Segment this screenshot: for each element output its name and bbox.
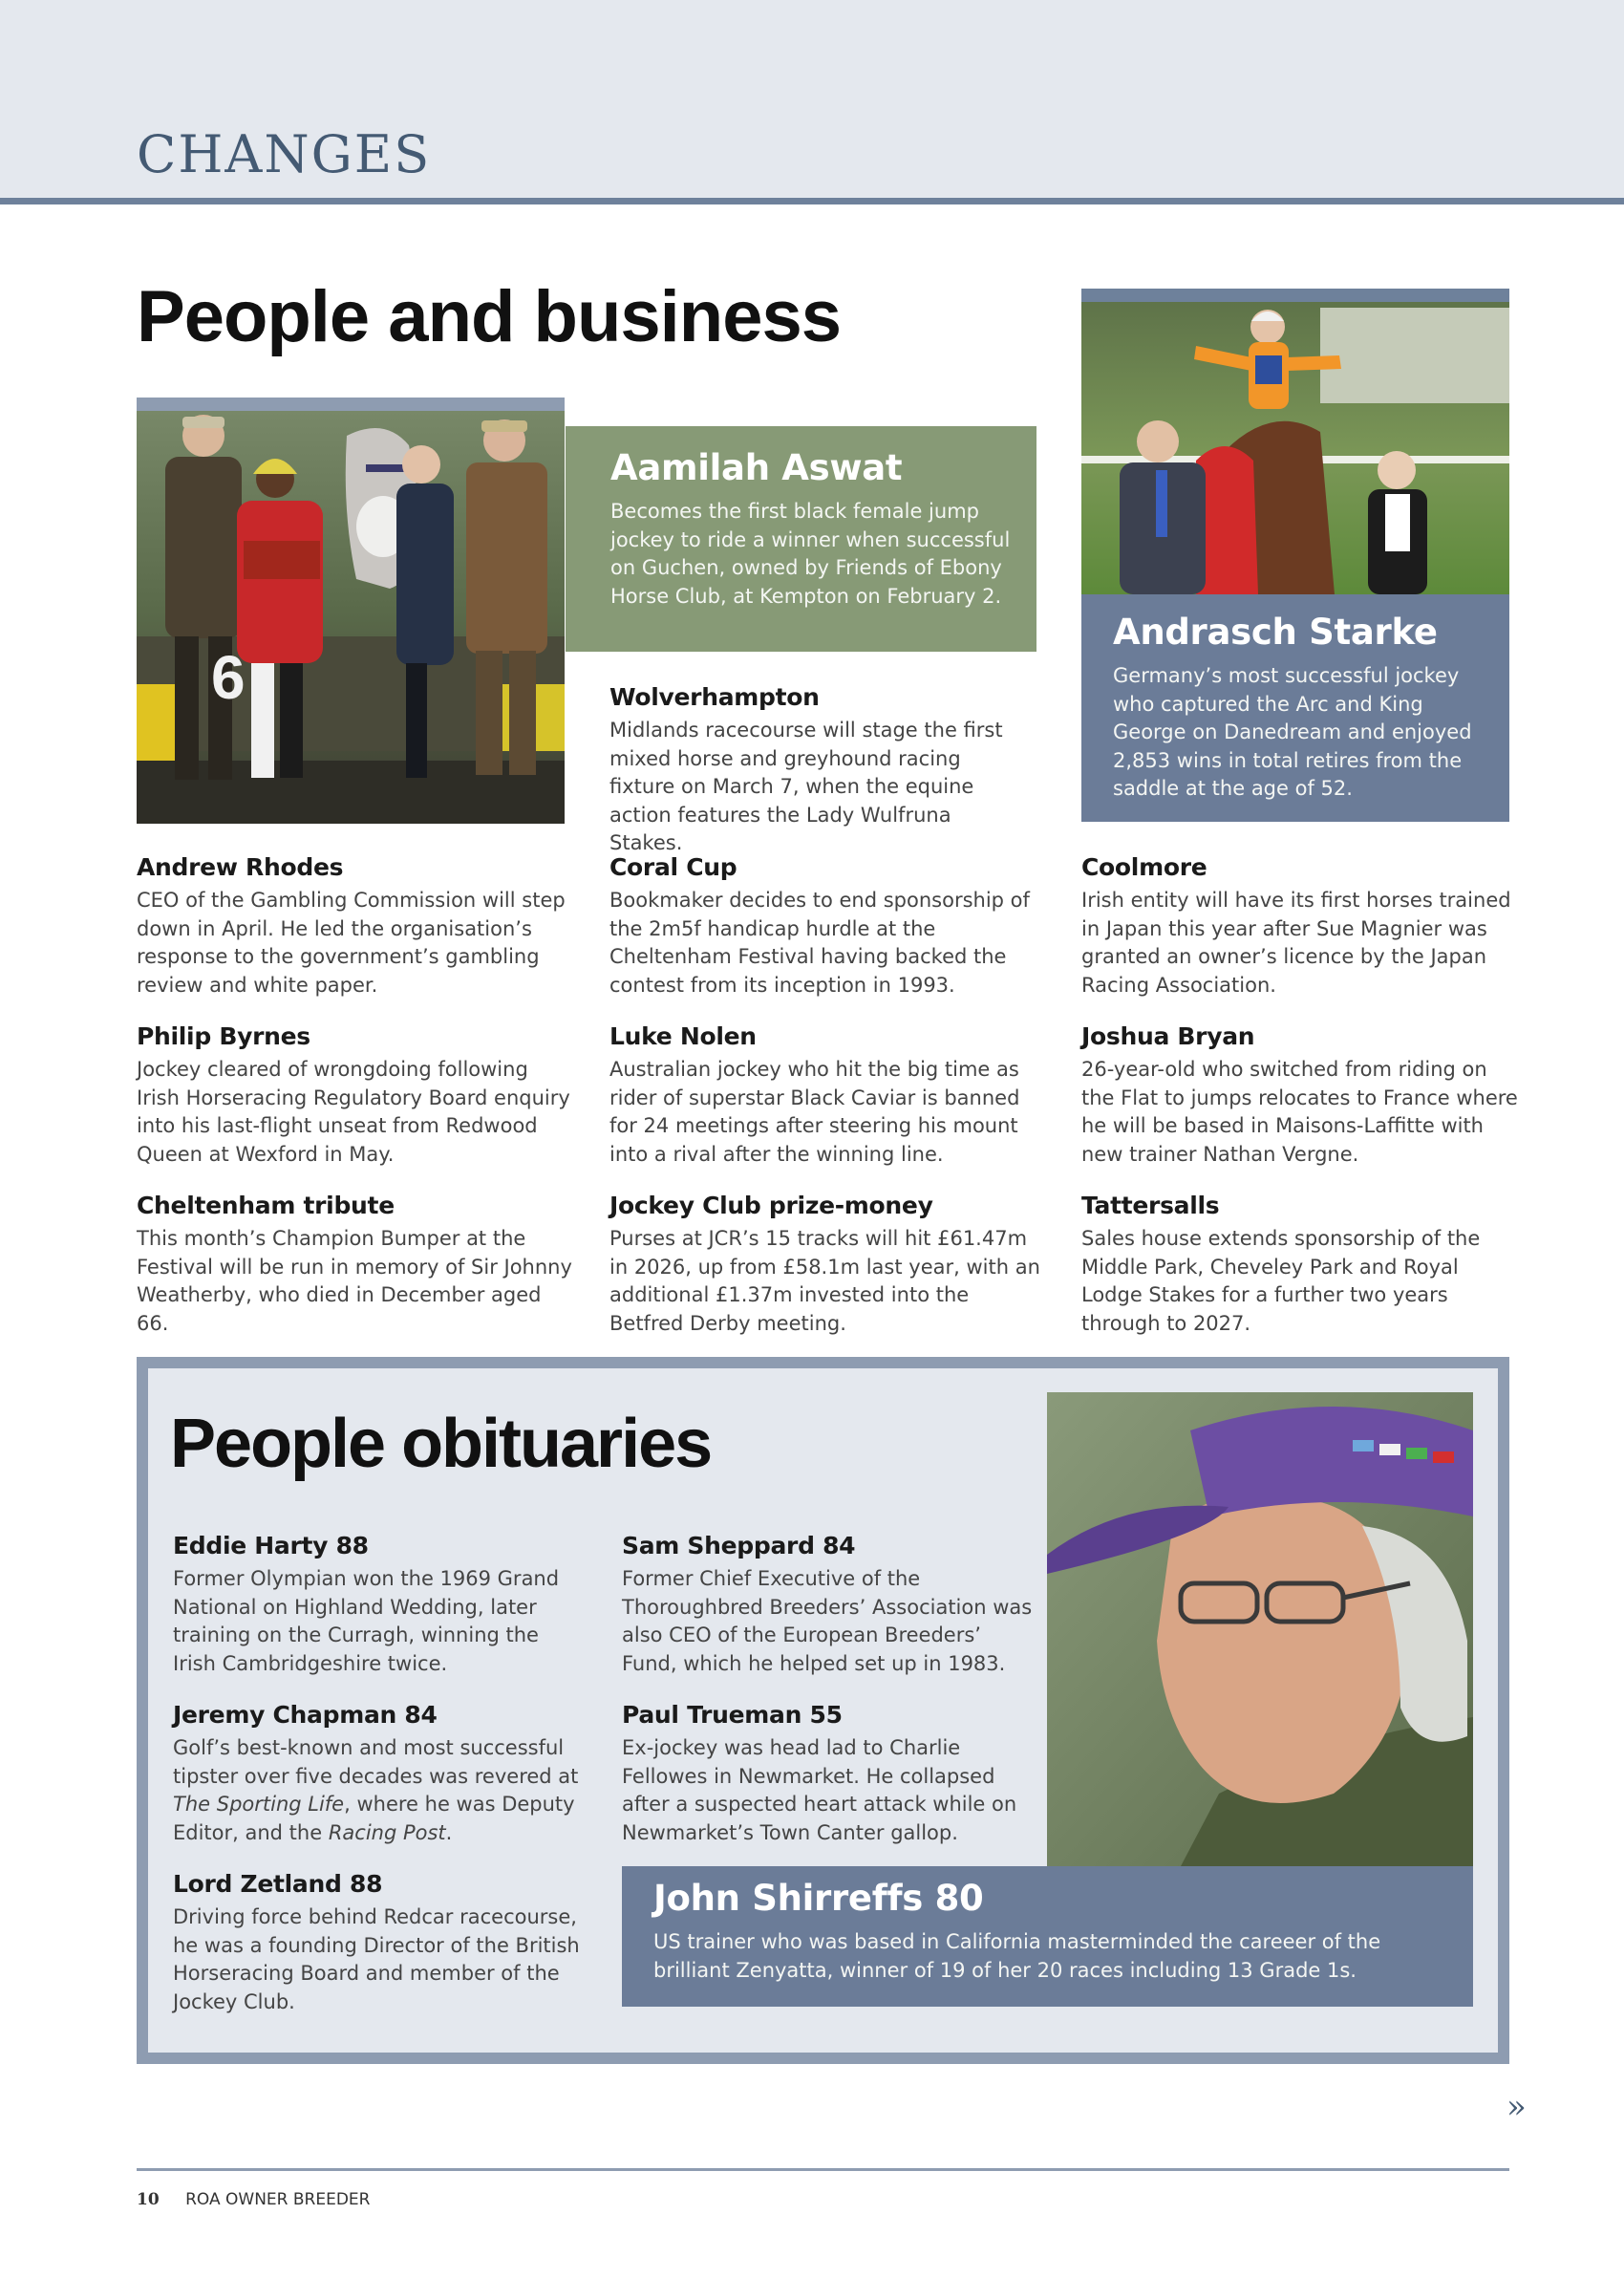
section-title: CHANGES — [137, 124, 432, 184]
item-title: Eddie Harty 88 — [173, 1532, 369, 1559]
item-title: Luke Nolen — [609, 1022, 757, 1050]
item-title: Sam Sheppard 84 — [622, 1532, 856, 1559]
feature-andrasch-starke — [1081, 594, 1509, 822]
aswat-photo — [137, 398, 565, 824]
item-title: Lord Zetland 88 — [173, 1870, 383, 1898]
aswat-photo-illustration — [137, 398, 565, 824]
text-segment: . — [445, 1820, 453, 1844]
footer — [137, 2190, 370, 2209]
starke-photo-illustration — [1081, 289, 1509, 594]
publication-name: The Sporting Life — [173, 1793, 345, 1816]
next-page-chevron-icon: » — [1506, 2088, 1527, 2126]
feature-aamilah-aswat — [566, 426, 1036, 652]
header-rule — [0, 198, 1624, 204]
item-text: Purses at JCR’s 15 tracks will hit £61.47m in 2026, up from £58.1m last year, with an additional £1.37m invested into the Betfred Derby meeting. — [609, 1227, 1040, 1335]
item-text: Bookmaker decides to end sponsorship of the 2m5f handicap hurdle at the Cheltenham Festival having backed the contest from its inception in 1993. — [609, 889, 1030, 997]
item-text: Former Olympian won the 1969 Grand National on Highland Wedding, later training on the Curragh, winning the Irish Cambridgeshire twice. — [173, 1567, 560, 1675]
starke-photo — [1081, 289, 1509, 594]
item-text: CEO of the Gambling Commission will step down in April. He led the organisation’s response to the government’s gambling review and white paper. — [137, 889, 566, 997]
footer-rule — [137, 2168, 1509, 2171]
item-title: Jeremy Chapman 84 — [173, 1701, 438, 1729]
item-text — [173, 1734, 584, 1847]
item-title: Philip Byrnes — [137, 1022, 310, 1050]
obit-eddie-harty — [173, 1532, 584, 1678]
obit-sam-sheppard — [622, 1532, 1033, 1678]
shirreffs-photo — [1047, 1392, 1473, 1866]
item-title: Joshua Bryan — [1081, 1022, 1255, 1050]
obit-paul-trueman — [622, 1701, 1033, 1847]
item-tattersalls — [1081, 1192, 1521, 1338]
obit-lord-zetland — [173, 1870, 593, 2016]
item-text: 26-year-old who switched from riding on the Flat to jumps relocates to France where he will be based in Maisons-Laffitte with new trainer Nathan Vergne. — [1081, 1058, 1518, 1166]
item-text: Ex-jockey was head lad to Charlie Fellowes in Newmarket. He collapsed after a suspected heart attack while on Newmarket’s Town Canter gallop. — [622, 1736, 1017, 1844]
shirreffs-photo-illustration — [1047, 1392, 1473, 1866]
page-title: People and business — [137, 276, 841, 357]
item-text: Sales house extends sponsorship of the Middle Park, Cheveley Park and Royal Lodge Stakes for a further two years through to 2027. — [1081, 1227, 1481, 1335]
feature-title: Andrasch Starke — [1113, 612, 1438, 653]
page-number: 10 — [137, 2190, 160, 2209]
text-segment: Golf’s best-known and most successful tipster over five decades was revered at — [173, 1736, 579, 1788]
item-philip-byrnes — [137, 1022, 576, 1169]
item-joshua-bryan — [1081, 1022, 1521, 1169]
feature-title: Aamilah Aswat — [610, 447, 903, 488]
item-text: Australian jockey who hit the big time as rider of superstar Black Caviar is banned for 24 meetings after steering his mount into a rival after the winning line. — [609, 1058, 1020, 1166]
feature-title: John Shirreffs 80 — [653, 1878, 984, 1919]
item-coolmore — [1081, 853, 1521, 1000]
item-title: Tattersalls — [1081, 1192, 1220, 1219]
item-text: Former Chief Executive of the Thoroughbred Breeders’ Association was also CEO of the European Breeders’ Fund, which he helped set up in 1983. — [622, 1567, 1033, 1675]
svg-text:6: 6 — [211, 643, 246, 712]
item-text: Driving force behind Redcar racecourse, he was a founding Director of the British Horseracing Board and member of the Jockey Club. — [173, 1905, 580, 2013]
obit-jeremy-chapman — [173, 1701, 584, 1847]
text-segment: , where he was Deputy Editor, and the — [173, 1793, 575, 1844]
item-luke-nolen — [609, 1022, 1049, 1169]
feature-john-shirreffs — [622, 1866, 1473, 2007]
item-title: Cheltenham tribute — [137, 1192, 395, 1219]
obituaries-title: People obituaries — [170, 1406, 712, 1482]
item-jockey-club-prize-money — [609, 1192, 1049, 1338]
feature-text: Becomes the first black female jump jockey to ride a winner when successful on Guchen, owned by Friends of Ebony Horse Club, at Kempton on February 2. — [610, 500, 1011, 608]
item-title: Andrew Rhodes — [137, 853, 344, 881]
feature-text: Germany’s most successful jockey who captured the Arc and King George on Danedream and enjoyed 2,853 wins in total retires from the saddle at the age of 52. — [1113, 664, 1472, 800]
item-title: Coral Cup — [609, 853, 737, 881]
item-andrew-rhodes — [137, 853, 576, 1000]
publication-name: ROA OWNER BREEDER — [185, 2190, 371, 2209]
item-text: Midlands racecourse will stage the first mixed horse and greyhound racing fixture on March 7, when the equine action features the Lady Wulfruna Stakes. — [609, 719, 1003, 854]
item-text: This month’s Champion Bumper at the Festival will be run in memory of Sir Johnny Weatherby, who died in December aged 66. — [137, 1227, 572, 1335]
item-title: Coolmore — [1081, 853, 1207, 881]
item-text: Irish entity will have its first horses trained in Japan this year after Sue Magnier was granted an owner’s licence by the Japan Racing Association. — [1081, 889, 1511, 997]
item-title: Wolverhampton — [609, 683, 820, 711]
publication-name: Racing Post — [328, 1820, 446, 1844]
item-title: Jockey Club prize-money — [609, 1192, 933, 1219]
item-text: Jockey cleared of wrongdoing following Irish Horseracing Regulatory Board enquiry into his last-flight unseat from Redwood Queen at Wexford in May. — [137, 1058, 570, 1166]
item-coral-cup — [609, 853, 1049, 1000]
feature-text: US trainer who was based in California masterminded the careeer of the brilliant Zenyatta, winner of 19 of her 20 races including 13 Grade 1s. — [653, 1930, 1381, 1982]
item-cheltenham-tribute — [137, 1192, 576, 1338]
item-wolverhampton — [609, 683, 1030, 858]
item-title: Paul Trueman 55 — [622, 1701, 843, 1729]
